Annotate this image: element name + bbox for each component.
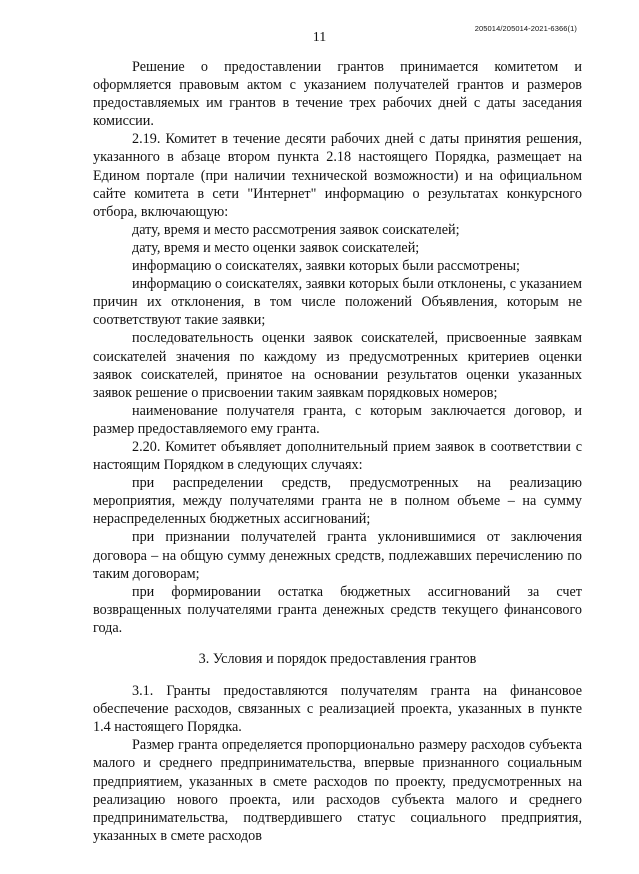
list-item-review-date: дату, время и место рассмотрения заявок соискателей;	[132, 221, 460, 238]
document-id: 205014/205014-2021-6366(1)	[474, 24, 577, 33]
list-item-evaluation-date: дату, время и место оценки заявок соискателей;	[132, 239, 420, 256]
section-heading: 3. Условия и порядок предоставления грантов	[198, 651, 477, 667]
list-item-balance-case: при формировании остатка бюджетных ассигнований за счет возвращенных получателями гранта денежных средств текущего финансового года.	[93, 583, 582, 636]
paragraph-2-20: 2.20. Комитет объявляет дополнительный прием заявок в соответствии с настоящим Порядком в следующих случаях:	[93, 438, 582, 474]
page-number: 11	[312, 30, 327, 45]
paragraph-grant-size: Размер гранта определяется пропорционально размеру расходов субъекта малого и среднего предпринимательства, впервые признанного социальным предприятием, указанных в смете расходов по проекту, предусмотренных на реализацию нового проекта, или расходов субъекта малого и среднего предпринимательства, подтвердившего статус социального предприятия, указанных в смете расходов	[93, 737, 582, 844]
paragraph-3-1: 3.1. Гранты предоставляются получателям гранта на финансовое обеспечение расходов, связанных с реализацией проекта, указанных в пункте 1.4 настоящего Порядка.	[93, 683, 582, 736]
paragraph-grant-decision: Решение о предоставлении грантов принимается комитетом и оформляется правовым актом с указанием получателей грантов и размеров предоставляемых им грантов в течение трех рабочих дней с даты заседания комиссии.	[93, 59, 582, 130]
list-item-distribution-case: при распределении средств, предусмотренных на реализацию мероприятия, между получателями гранта не в полном объеме – на сумму нераспределенных бюджетных ассигнований;	[93, 475, 582, 528]
list-item-reviewed-applicants: информацию о соискателях, заявки которых были рассмотрены;	[132, 258, 520, 275]
list-item-evaluation-sequence: последовательность оценки заявок соискателей, присвоенные заявкам соискателей значения по каждому из предусмотренных критериев оценки заявок соискателей, принятое на основании результатов оценки указанных заявок решение о присвоении таким заявкам порядковых номеров;	[93, 330, 582, 401]
document-body	[93, 58, 582, 845]
list-item-evasion-case: при признании получателей гранта уклонившимися от заключения договора – на общую сумму денежных средств, подлежавших перечислению по таким договорам;	[93, 529, 582, 582]
list-item-grant-recipient: наименование получателя гранта, с которым заключается договор, и размер предоставляемого ему гранта.	[93, 402, 582, 437]
paragraph-2-19: 2.19. Комитет в течение десяти рабочих дней с даты принятия решения, указанного в абзаце втором пункта 2.18 настоящего Порядка, размещает на Едином портале (при наличии технической возможности) и на официальном сайте комитета в сети "Интернет" информацию о результатах конкурсного отбора, включающую:	[93, 131, 582, 220]
list-item-rejected-applicants: информацию о соискателях, заявки которых были отклонены, с указанием причин их отклонения, в том числе положений Объявления, которым не соответствуют такие заявки;	[93, 276, 582, 329]
